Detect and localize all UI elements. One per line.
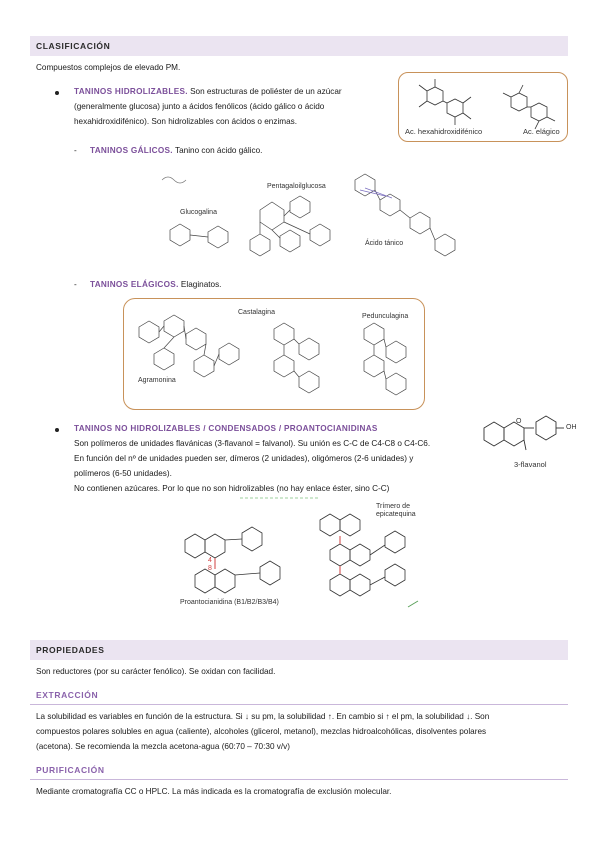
divider [30, 704, 568, 705]
divider [30, 779, 568, 780]
propiedades-text: Son reductores (por su carácter fenólico). Se oxidan con facilidad. [36, 667, 276, 676]
intro-text: Compuestos complejos de elevado PM. [36, 63, 181, 72]
flavanol-label: 3-flavanol [514, 460, 547, 469]
hidrolizables-title: TANINOS HIDROLIZABLES. [74, 87, 188, 96]
galotaninos-figure [160, 160, 460, 270]
no-hidrolizables-line4: No contienen azúcares. Por lo que no son hidrolizables (no hay enlace éster, sino C-C) [74, 484, 390, 493]
extraccion-line1: La solubilidad es variables en función de la estructura. Si ↓ su pm, la solubilidad ↑. En cambio si ↑ el pm, la solubilidad ↓. Son [36, 712, 490, 721]
bullet-icon [55, 91, 59, 95]
flavanol-oh-label: OH [566, 424, 577, 431]
elagitaninos-figure-box [123, 298, 425, 410]
bond-label-8: 8 [208, 565, 212, 572]
label-proantocianidina: Proantocianidina (B1/B2/B3/B4) [180, 599, 279, 606]
hidrolizables-line1 [74, 84, 342, 99]
label-trimero-2: epicatequina [376, 511, 416, 518]
no-hidrolizables-title: TANINOS NO HIDROLIZABLES / CONDENSADOS / PROANTOCIANIDINAS [74, 424, 378, 433]
galicos-line [90, 143, 262, 158]
no-hidrolizables-line3: polímeros (6-50 unidades). [74, 469, 172, 478]
galicos-dash: - [74, 146, 77, 155]
hidrolizables-line3: hexahidroxidifénico). Son hidrolizables con ácidos o enzimas. [74, 117, 298, 126]
elagicos-dash: - [74, 280, 77, 289]
section-title: PROPIEDADES [36, 645, 105, 655]
acid-label-hexahidroxidifenico: Ac. hexahidroxidifénico [405, 127, 483, 136]
section-title: CLASIFICACIÓN [36, 41, 111, 51]
label-pedunculagina: Pedunculagina [362, 313, 409, 320]
hidrolizables-line1-rest: Son estructuras de poliéster de un azúcar [187, 87, 342, 96]
acid-label-elagico: Ac. elágico [523, 127, 560, 136]
flavanol-figure [480, 412, 580, 472]
bond-label-4: 4 [208, 557, 212, 564]
elagicos-title: TANINOS ELÁGICOS. [90, 280, 179, 289]
label-acido-tanico: Ácido tánico [365, 240, 404, 247]
no-hidrolizables-line2: En función del nº de unidades pueden ser, dímeros (2 unidades), oligómeros (2-6 unidades) y [74, 454, 414, 463]
extraccion-line2: compuestos polares solubles en agua (caliente), alcoholes (glicerol, metanol), mezclas hidroalcohólicas, disolventes polares [36, 727, 487, 736]
label-trimero-1: Trímero de [376, 503, 410, 510]
proantocianidinas-figure [180, 495, 440, 615]
acids-figure-box [398, 72, 568, 142]
purificacion-text: Mediante cromatografía CC o HPLC. La más indicada es la cromatografía de exclusión molecular. [36, 787, 392, 796]
label-pentagaloilglucosa: Pentagaloilglucosa [267, 183, 326, 190]
extraccion-line3: (acetona). Se recomienda la mezcla acetona-agua (60:70 – 70:30 v/v) [36, 742, 290, 751]
galicos-title: TANINOS GÁLICOS. [90, 146, 173, 155]
galicos-rest: Tanino con ácido gálico. [172, 146, 263, 155]
label-agramonina: Agramonina [138, 377, 176, 384]
flavanol-o-label: O [516, 418, 522, 425]
label-castalagina: Castalagina [238, 309, 275, 316]
section-header-clasificacion [30, 36, 568, 56]
elagicos-rest: Elaginatos. [178, 280, 222, 289]
section-header-propiedades [30, 640, 568, 660]
hidrolizables-line2: (generalmente glucosa) junto a ácidos fenólicos (ácido gálico o ácido [74, 102, 325, 111]
bullet-icon [55, 428, 59, 432]
elagicos-line [90, 277, 221, 292]
purificacion-heading: PURIFICACIÓN [36, 765, 105, 775]
extraccion-heading: EXTRACCIÓN [36, 690, 99, 700]
no-hidrolizables-line1: Son polímeros de unidades flavánicas (3-flavanol = falvanol). Su unión es C-C de C4-C8 o C4-C6. [74, 439, 431, 448]
label-glucogalina: Glucogalina [180, 209, 217, 216]
